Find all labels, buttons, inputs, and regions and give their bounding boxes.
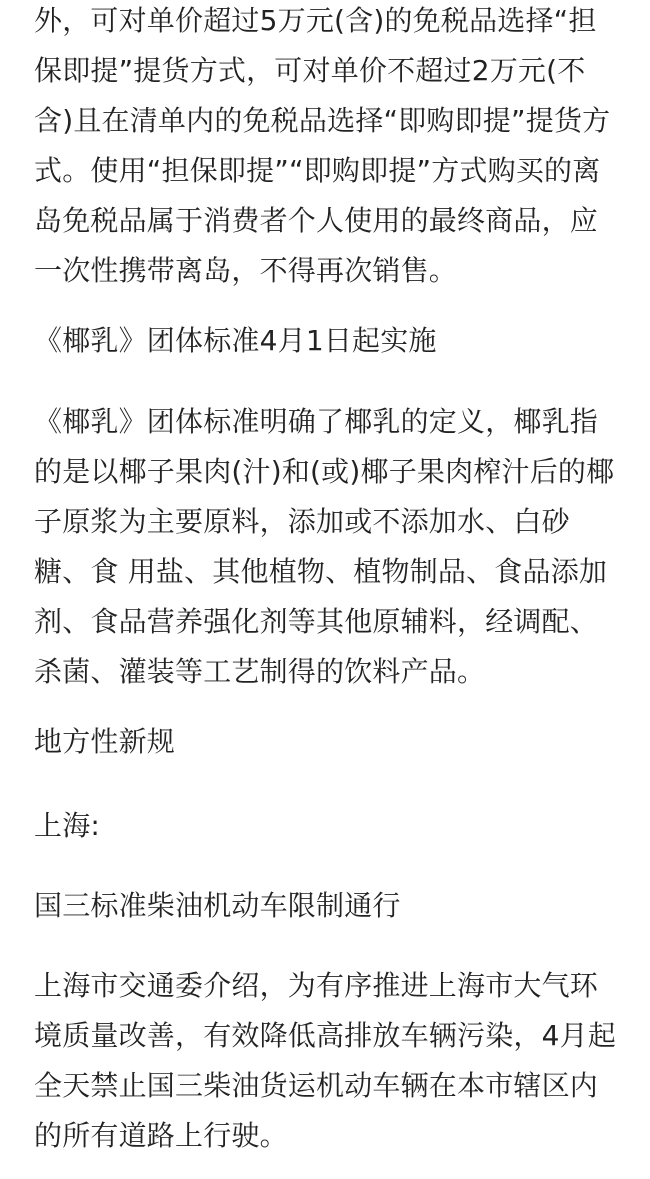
section-heading-diesel-restriction: 国三标准柴油机动车限制通行	[34, 889, 401, 922]
section-heading-shanghai: 上海:	[34, 809, 101, 842]
section-heading-local-regulations: 地方性新规	[34, 725, 176, 758]
paragraph-duty-free-pickup: 外，可对单价超过5万元(含)的免税品选择“担保即提”提货方式，可对单价不超过2万元(不含)且在清单内的免税品选择“即购即提”提货方式。使用“担保即提”“即购即提”方式购买的离岛免税品属于消费者个人使用的最终商品，应一次性携带离岛，不得再次销售。	[34, 4, 611, 287]
paragraph-coconut-milk-definition: 《椰乳》团体标准明确了椰乳的定义，椰乳指的是以椰子果肉(汁)和(或)椰子果肉榨汁后的椰子原浆为主要原料，添加或不添加水、白砂糖、食 用盐、其他植物、植物制品、食品添加剂、食品营养强化剂等其他原辅料，经调配、杀菌、灌装等工艺制得的饮料产品。	[34, 405, 615, 688]
paragraph-diesel-ban-details: 上海市交通委介绍，为有序推进上海市大气环境质量改善，有效降低高排放车辆污染，4月起全天禁止国三柴油货运机动车辆在本市辖区内的所有道路上行驶。	[34, 969, 617, 1152]
section-heading-coconut-milk-standard: 《椰乳》团体标准4月1日起实施	[34, 324, 437, 357]
